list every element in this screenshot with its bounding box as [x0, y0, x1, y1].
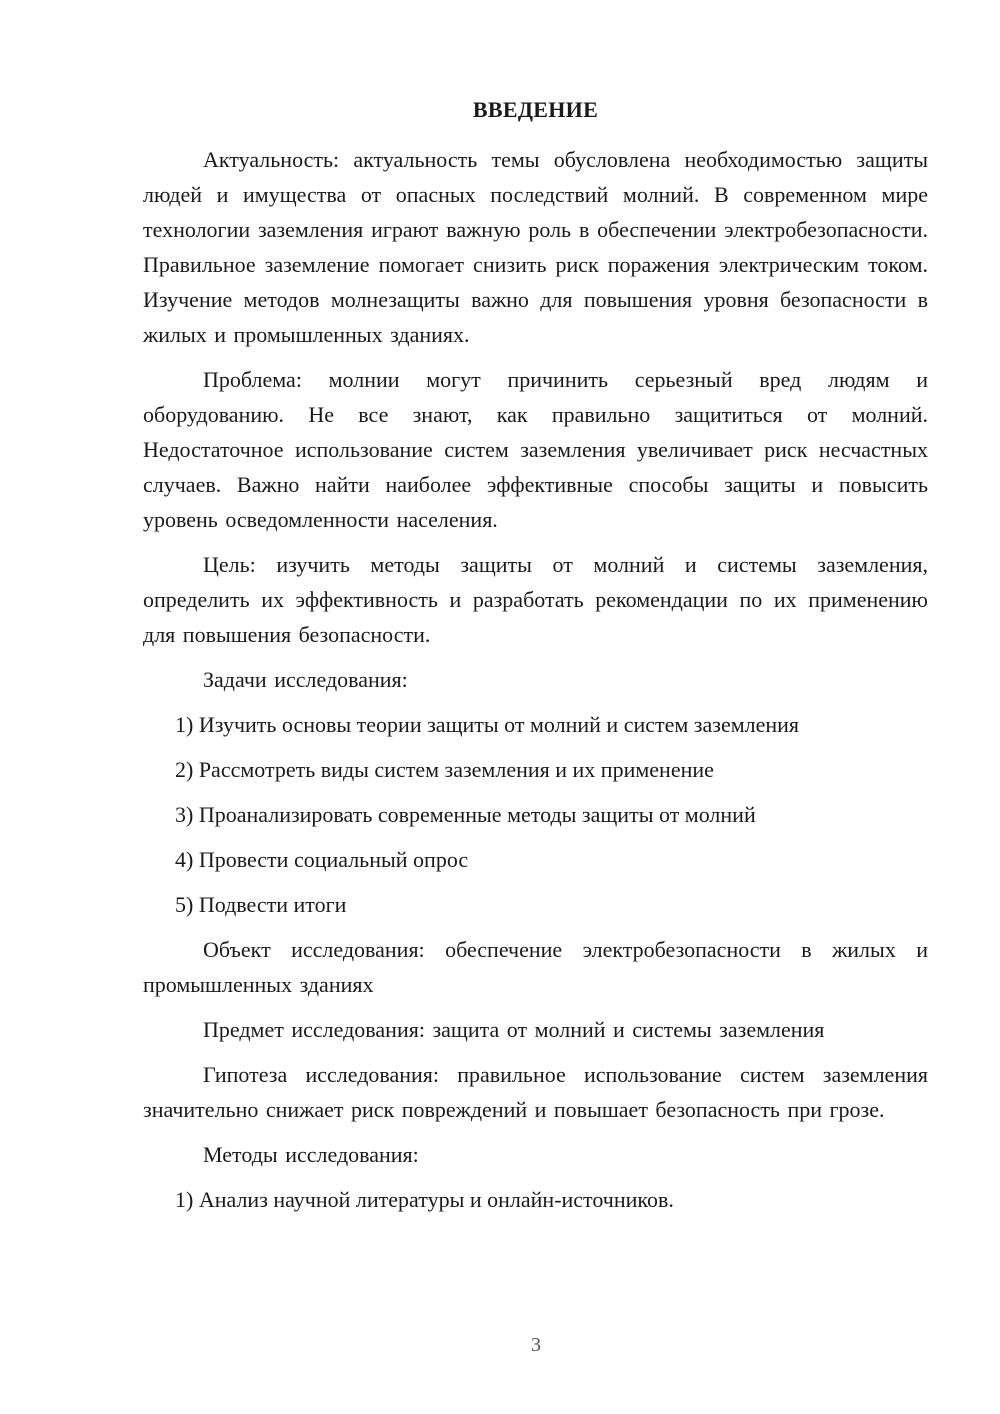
list-item: 2) Рассмотреть виды систем заземления и их применение: [175, 757, 714, 782]
methods-heading: Методы исследования:: [203, 1142, 419, 1167]
tasks-list: [143, 707, 928, 922]
problem-paragraph: Проблема: молнии могут причинить серьезный вред людям и оборудованию. Не все знают, как правильно защититься от молний. Недостаточное использование систем заземления увеличивает риск несчастных случаев. Важно найти наиболее эффективные способы защиты и повысить уровень осведомленности населения.: [143, 367, 928, 532]
hypothesis-paragraph: Гипотеза исследования: правильное использование систем заземления значительно снижает риск повреждений и повышает безопасность при грозе.: [143, 1062, 928, 1122]
list-item: 1) Анализ научной литературы и онлайн-источников.: [175, 1187, 674, 1212]
list-item: 5) Подвести итоги: [175, 892, 347, 917]
list-item: 1) Изучить основы теории защиты от молний и систем заземления: [175, 712, 800, 737]
document-page: [143, 95, 928, 1227]
subject-paragraph: Предмет исследования: защита от молний и системы заземления: [203, 1017, 825, 1042]
methods-list: [143, 1182, 928, 1217]
list-item: 4) Провести социальный опрос: [175, 847, 469, 872]
relevance-paragraph: Актуальность: актуальность темы обусловлена необходимостью защиты людей и имущества от опасных последствий молний. В современном мире технологии заземления играют важную роль в обеспечении электробезопасности. Правильное заземление помогает снизить риск поражения электрическим током. Изучение методов молнезащиты важно для повышения уровня безопасности в жилых и промышленных зданиях.: [143, 147, 928, 347]
goal-paragraph: Цель: изучить методы защиты от молний и системы заземления, определить их эффективность и разработать рекомендации по их применению для повышения безопасности.: [143, 552, 928, 647]
list-item: 3) Проанализировать современные методы защиты от молний: [175, 802, 756, 827]
page-number: 3: [531, 1334, 541, 1356]
page-title: ВВЕДЕНИЕ: [472, 97, 599, 122]
tasks-heading: Задачи исследования:: [203, 667, 408, 692]
object-paragraph: Объект исследования: обеспечение электробезопасности в жилых и промышленных зданиях: [143, 937, 928, 997]
